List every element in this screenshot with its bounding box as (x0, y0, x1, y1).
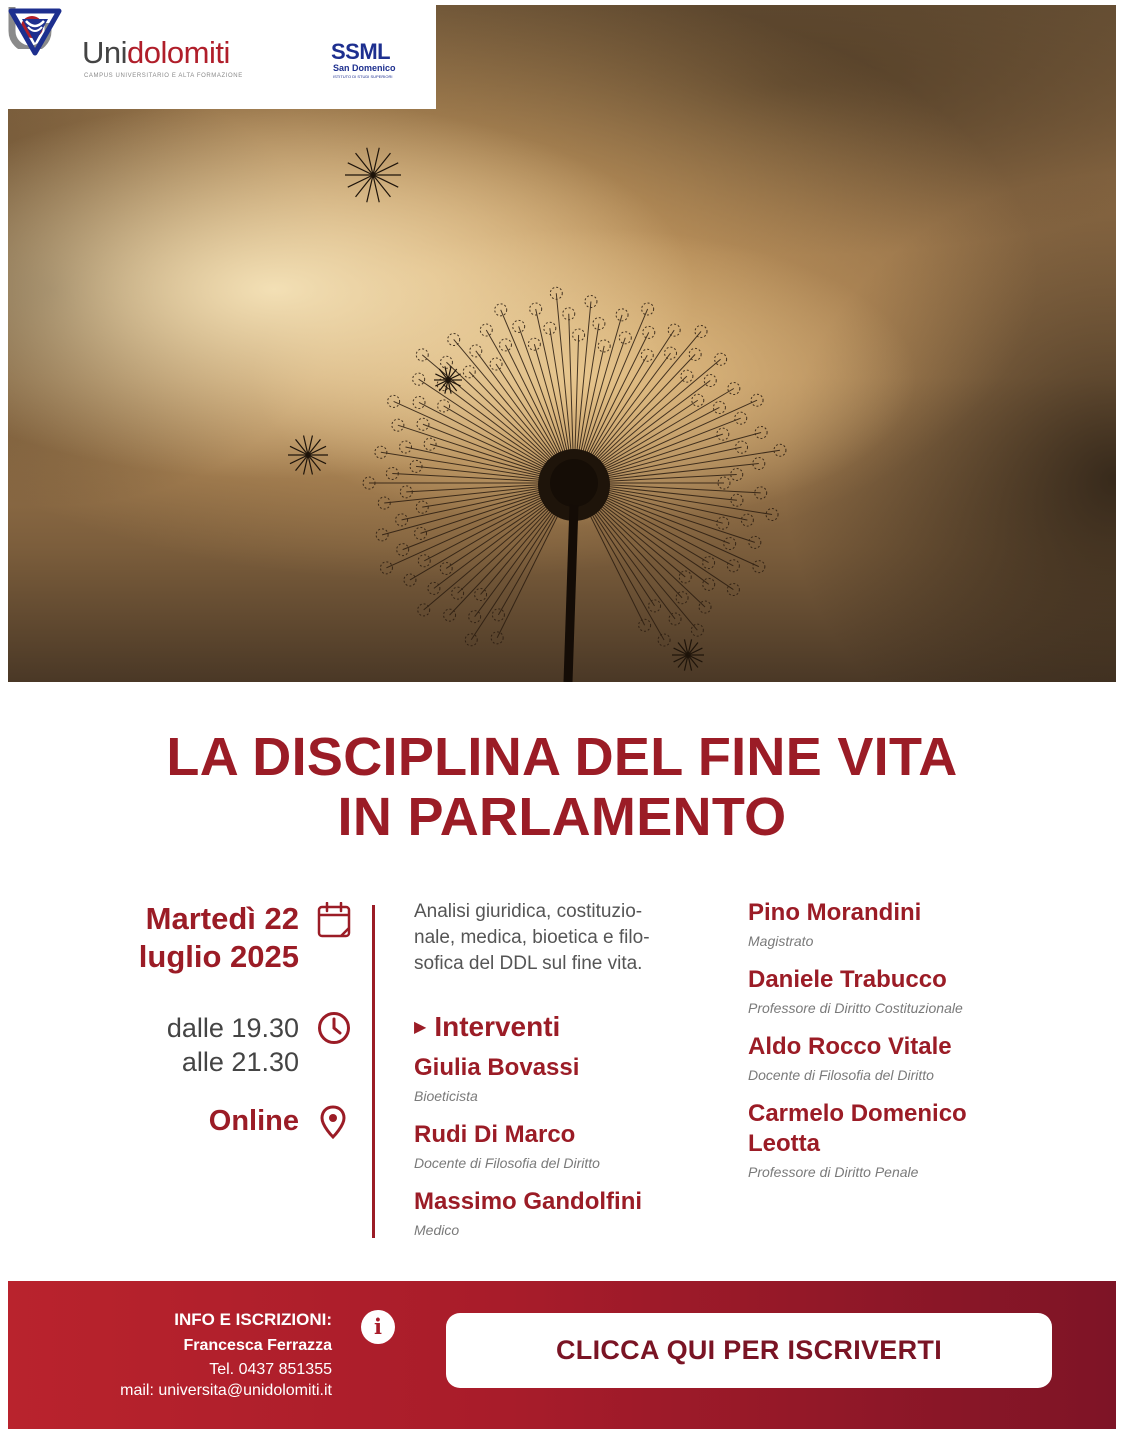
event-title-line-2: IN PARLAMENTO (337, 787, 787, 847)
event-description: Analisi giuridica, costituzio- nale, medica, bioetica e filo- sofica del DDL sul fine vita. (414, 901, 650, 974)
calendar-icon (317, 902, 353, 940)
info-icon: i (361, 1310, 395, 1344)
speaker-daniele-trabucco (748, 965, 963, 1017)
event-time: dalle 19.30 alle 21.30 (166, 1013, 299, 1077)
logo-box (8, 5, 436, 109)
speaker-giulia-bovassi (414, 1053, 579, 1105)
contact-email[interactable]: mail: universita@unidolomiti.it (120, 1382, 332, 1399)
column-divider (372, 905, 375, 1238)
ssml-logo-icon (8, 5, 62, 57)
speaker-name: Massimo Gandolfini (414, 1188, 643, 1215)
poster (8, 5, 1116, 1429)
play-arrow-icon: ▶ (414, 1019, 427, 1036)
unidolomiti-tagline: CAMPUS UNIVERSITARIO E ALTA FORMAZIONE (84, 73, 243, 79)
speaker-role: Medico (414, 1222, 460, 1238)
speaker-name: Giulia Bovassi (414, 1054, 580, 1081)
ssml-subtitle: San Domenico (333, 63, 396, 73)
speaker-role: Docente di Filosofia del Diritto (414, 1155, 600, 1171)
speaker-rudi-di-marco (414, 1120, 600, 1172)
speaker-carmelo-domenico-leotta (748, 1099, 967, 1181)
speaker-name: Carmelo Domenico (748, 1100, 967, 1127)
speaker-massimo-gandolfini (414, 1187, 642, 1239)
contact-name: Francesca Ferrazza (183, 1337, 332, 1354)
event-title-line-1: LA DISCIPLINA DEL FINE VITA (166, 727, 958, 787)
speaker-name: Daniele Trabucco (748, 966, 947, 993)
speaker-role: Magistrato (748, 933, 814, 949)
hero-photo (8, 5, 1116, 682)
interventi-heading: ▶ Interventi (414, 1011, 561, 1042)
clock-icon (317, 1011, 351, 1045)
location-pin-icon (320, 1105, 346, 1139)
event-date: Martedì 22 luglio 2025 (138, 901, 299, 974)
ssml-tagline: ISTITUTO DI STUDI SUPERIORI (333, 74, 393, 79)
speaker-name: Aldo Rocco Vitale (748, 1033, 952, 1060)
speaker-role: Bioeticista (414, 1088, 478, 1104)
register-button[interactable]: CLICCA QUI PER ISCRIVERTI (446, 1313, 1052, 1388)
ssml-logo-text: SSML (331, 39, 391, 64)
speaker-name: Rudi Di Marco (414, 1121, 576, 1148)
speaker-pino-morandini (748, 898, 921, 950)
contact-phone[interactable]: Tel. 0437 851355 (209, 1361, 332, 1378)
speaker-name-line-2: Leotta (748, 1130, 820, 1157)
speaker-role: Professore di Diritto Penale (748, 1164, 919, 1180)
speaker-role: Professore di Diritto Costituzionale (748, 1000, 963, 1016)
unidolomiti-logo-text: Unidolomiti (82, 35, 230, 70)
event-title (8, 727, 1116, 847)
contact-info (120, 1307, 332, 1401)
speaker-role: Docente di Filosofia del Diritto (748, 1067, 934, 1083)
event-location: Online (208, 1105, 299, 1137)
speaker-name: Pino Morandini (748, 899, 922, 926)
speaker-aldo-rocco-vitale (748, 1032, 952, 1084)
contact-info-title: INFO E ISCRIZIONI: (174, 1310, 332, 1329)
